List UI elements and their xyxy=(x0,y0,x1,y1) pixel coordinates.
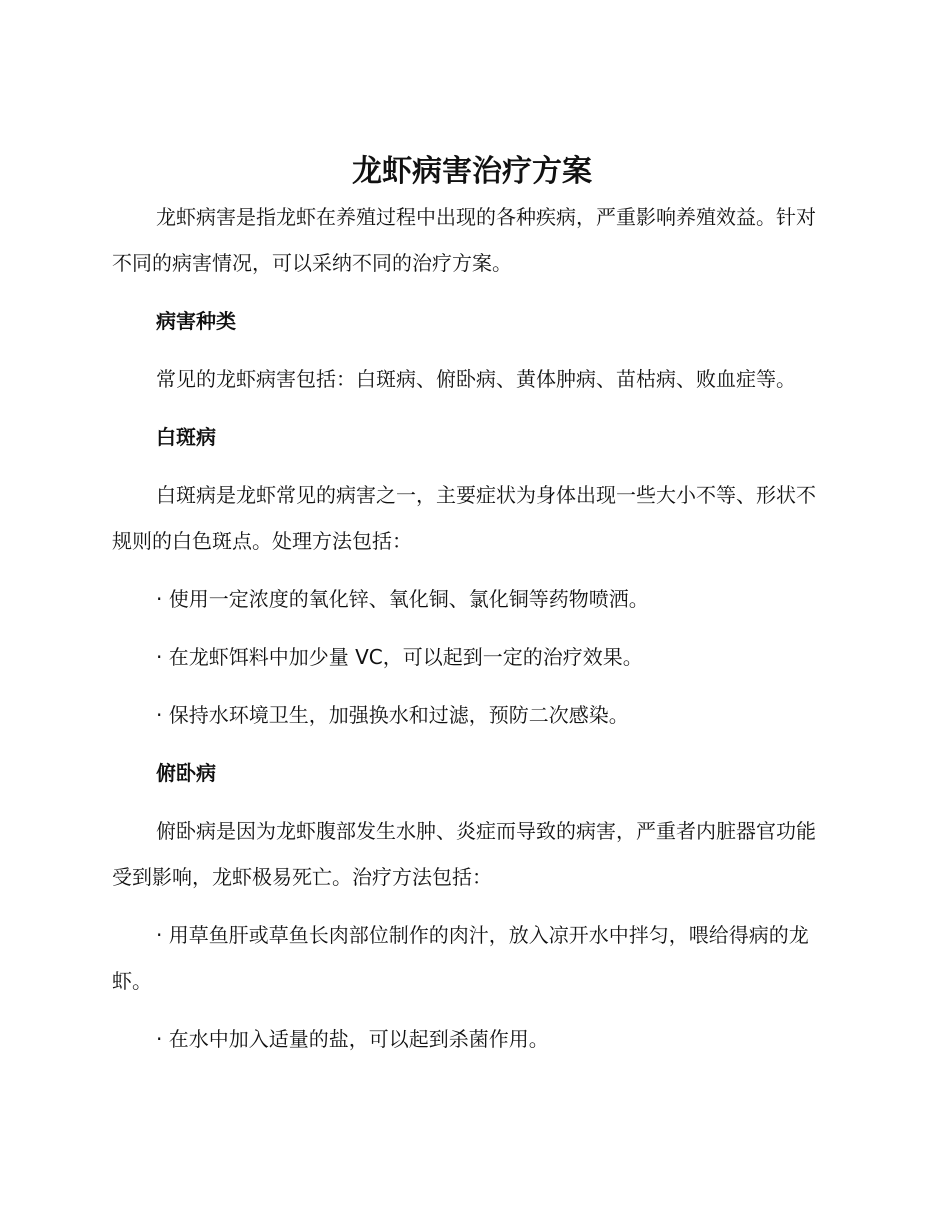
prone-paragraph: 俯卧病是因为龙虾腹部发生水肿、炎症而导致的病害，严重者内脏器官功能受到影响，龙虾极易死亡。治疗方法包括： xyxy=(112,819,816,889)
section-heading-white-spot: 白斑病 xyxy=(156,425,216,449)
white-spot-paragraph: 白斑病是龙虾常见的病害之一，主要症状为身体出现一些大小不等、形状不规则的白色斑点。处理方法包括： xyxy=(112,483,816,553)
section-heading-disease-types: 病害种类 xyxy=(156,309,236,333)
prone-bullet-1: · 用草鱼肝或草鱼长肉部位制作的肉汁，放入凉开水中拌匀，喂给得病的龙虾。 xyxy=(112,923,809,993)
section-heading-prone: 俯卧病 xyxy=(156,761,216,785)
white-spot-bullet-1: · 使用一定浓度的氧化锌、氧化铜、氯化铜等药物喷洒。 xyxy=(156,587,649,611)
prone-bullet-2: · 在水中加入适量的盐，可以起到杀菌作用。 xyxy=(156,1027,549,1051)
intro-paragraph: 龙虾病害是指龙虾在养殖过程中出现的各种疾病，严重影响养殖效益。针对不同的病害情况，可以采纳不同的治疗方案。 xyxy=(112,205,816,275)
document-page xyxy=(112,150,832,1062)
white-spot-bullet-2: · 在龙虾饵料中加少量 VC，可以起到一定的治疗效果。 xyxy=(156,645,643,669)
white-spot-bullet-3: · 保持水环境卫生，加强换水和过滤，预防二次感染。 xyxy=(156,703,629,727)
disease-types-paragraph: 常见的龙虾病害包括：白斑病、俯卧病、黄体肿病、苗枯病、败血症等。 xyxy=(156,367,796,391)
document-title: 龙虾病害治疗方案 xyxy=(352,154,592,189)
